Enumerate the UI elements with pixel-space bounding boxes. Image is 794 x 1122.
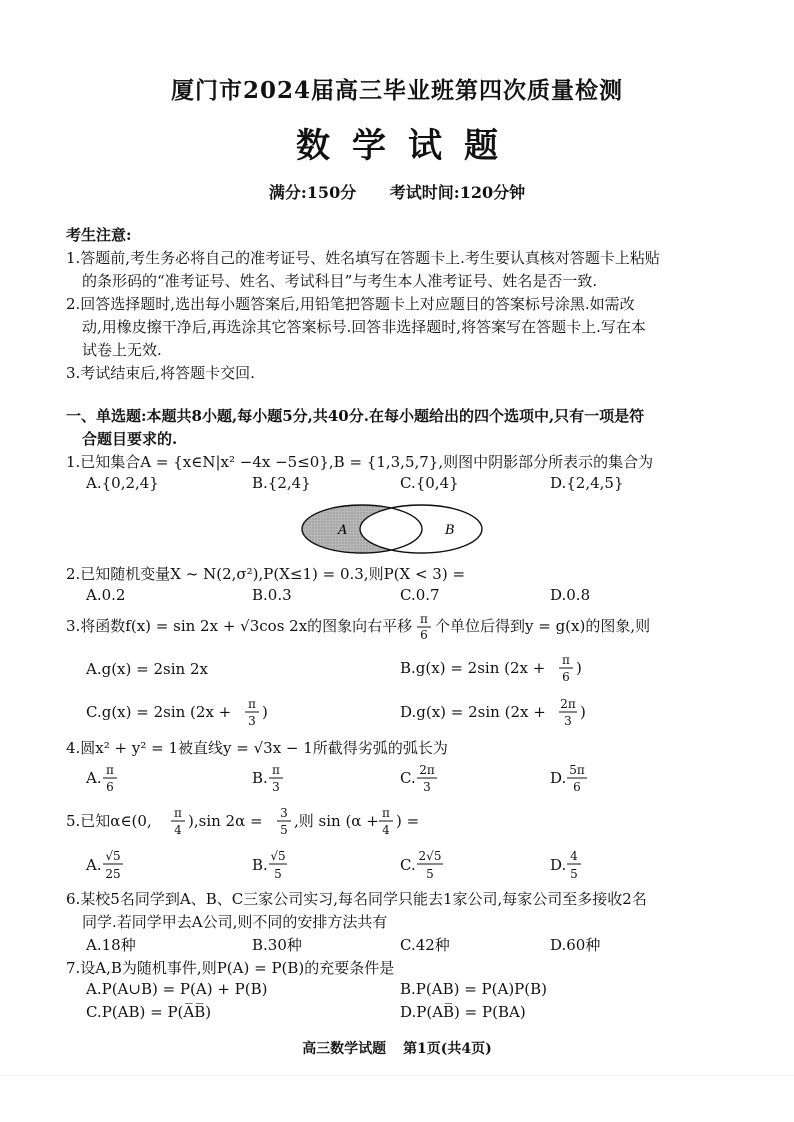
question-3-option-c	[86, 694, 366, 730]
svg-text:3.将函数f(x) = sin 2x + √3cos 2x的: 3.将函数f(x) = sin 2x + √3cos 2x的图象向右平移	[66, 617, 413, 635]
notice-item-2-line-2: 动,用橡皮擦干净后,再选涂其它答案标号.回答非选择题时,将答案写在答题卡上.写在本	[82, 318, 646, 336]
notice-item-1-line-2: 的条形码的“准考证号、姓名、考试科目”与考生本人准考证号、姓名是否一致.	[82, 272, 598, 290]
svg-text:√5: √5	[105, 849, 121, 863]
svg-text:3: 3	[280, 806, 288, 820]
svg-text:B.g(x) = 2sin (2x +: B.g(x) = 2sin (2x +	[400, 659, 546, 677]
svg-text:π: π	[382, 806, 390, 820]
svg-text:2π: 2π	[560, 697, 576, 711]
svg-text:): )	[576, 659, 582, 677]
svg-text:D.: D.	[550, 769, 567, 787]
question-6-stem-line-1: 6.某校5名同学到A、B、C三家公司实习,每名同学只能去1家公司,每家公司至多接收2名	[66, 890, 647, 908]
svg-text:5: 5	[274, 867, 282, 881]
exam-info	[0, 180, 794, 203]
page-footer	[0, 1038, 794, 1058]
question-7-option-a: A.P(A∪B) = P(A) + P(B)	[86, 980, 268, 998]
question-2-option-b: B.0.3	[252, 586, 292, 604]
svg-text:π: π	[174, 806, 182, 820]
question-7-option-c: C.P(AB) = P(A̅B̅)	[86, 1003, 212, 1021]
venn-label-a: A	[338, 523, 348, 538]
svg-text:B.: B.	[252, 856, 268, 874]
question-7-stem: 7.设A,B为随机事件,则P(A) = P(B)的充要条件是	[66, 959, 395, 977]
question-1-stem: 1.已知集合A = {x∈N|x² −4x −5≤0},B = {1,3,5,7},则图中阴影部分所表示的集合为	[66, 453, 654, 471]
question-4-option-d	[550, 763, 587, 794]
svg-text:π: π	[272, 763, 280, 777]
svg-text:5: 5	[280, 823, 288, 837]
question-1-option-a: A.{0,2,4}	[86, 474, 159, 492]
question-5-option-c	[400, 849, 443, 881]
svg-text:5.已知α∈(0,: 5.已知α∈(0,	[66, 812, 152, 830]
svg-text:A.: A.	[86, 856, 102, 874]
svg-text:C.: C.	[400, 856, 416, 874]
svg-text:6: 6	[420, 628, 428, 642]
question-4-option-a	[86, 763, 117, 794]
svg-text:6: 6	[106, 780, 114, 794]
question-5-option-a	[86, 849, 123, 881]
question-7-option-b: B.P(AB) = P(A)P(B)	[400, 980, 547, 998]
question-6-option-c: C.42种	[400, 936, 450, 954]
svg-text:π: π	[562, 653, 570, 667]
question-4-options	[86, 760, 706, 796]
exam-time: 考试时间:120分钟	[389, 183, 526, 202]
question-5-option-d	[550, 849, 581, 881]
question-2-option-a: A.0.2	[86, 586, 126, 604]
section-1-heading: 一、单选题:本题共8小题,每小题5分,共40分.在每小题给出的四个选项中,只有一项是符	[66, 407, 645, 425]
question-4-option-c	[400, 763, 437, 794]
question-5-option-b	[252, 849, 287, 881]
svg-text:4: 4	[382, 823, 390, 837]
question-3-option-a: A.g(x) = 2sin 2x	[86, 660, 208, 678]
footer-subject: 高三数学试题	[302, 1041, 387, 1057]
svg-text:4: 4	[570, 849, 578, 863]
svg-text:5π: 5π	[569, 763, 585, 777]
svg-text:π: π	[420, 612, 428, 626]
subject-title: 数学试题	[296, 126, 520, 166]
svg-text:25: 25	[105, 867, 121, 881]
section-1-heading-line-2: 合题目要求的.	[82, 430, 178, 448]
question-4-option-b	[252, 763, 283, 794]
question-2-option-d: D.0.8	[550, 586, 591, 604]
svg-text:) =: ) =	[396, 812, 420, 830]
notice-item-1-line-1: 1.答题前,考生务必将自己的准考证号、姓名填写在答题卡上.考生要认真核对答题卡上粘贴	[66, 249, 660, 267]
svg-text:C.: C.	[400, 769, 416, 787]
question-5-options	[86, 846, 706, 884]
question-5-stem	[66, 804, 686, 840]
svg-text:π: π	[248, 697, 256, 711]
svg-text:),sin 2α =: ),sin 2α =	[188, 812, 263, 830]
svg-text:3: 3	[248, 714, 256, 728]
question-3-stem	[66, 609, 686, 643]
question-2-stem: 2.已知随机变量X ~ N(2,σ²),P(X≤1) = 0.3,则P(X < 3) =	[66, 565, 466, 583]
svg-text:D.: D.	[550, 856, 567, 874]
notice-item-3: 3.考试结束后,将答题卡交回.	[66, 364, 255, 382]
question-6-option-b: B.30种	[252, 936, 302, 954]
svg-text:): )	[580, 703, 586, 721]
footer-page-number: 第1页(共4页)	[403, 1041, 492, 1057]
svg-text:6: 6	[562, 670, 570, 684]
full-score: 满分:150分	[268, 183, 357, 202]
venn-label-b: B	[445, 523, 455, 538]
question-1-option-d: D.{2,4,5}	[550, 474, 624, 492]
notice-item-2-line-1: 2.回答选择题时,选出每小题答案后,用铅笔把答题卡上对应题目的答案标号涂黑.如需改	[66, 295, 635, 313]
question-3-option-d	[400, 694, 680, 730]
svg-text:5: 5	[570, 867, 578, 881]
exam-title: 厦门市2024届高三毕业班第四次质量检测	[170, 77, 623, 104]
svg-text:A.: A.	[86, 769, 102, 787]
question-6-option-a: A.18种	[86, 936, 136, 954]
svg-text:D.g(x) = 2sin (2x +: D.g(x) = 2sin (2x +	[400, 703, 546, 721]
svg-text:C.g(x) = 2sin (2x +: C.g(x) = 2sin (2x +	[86, 703, 232, 721]
svg-text:5: 5	[426, 867, 434, 881]
svg-text:4: 4	[174, 823, 182, 837]
question-2-option-c: C.0.7	[400, 586, 440, 604]
notice-heading: 考生注意:	[66, 226, 132, 244]
footer-divider	[0, 1075, 794, 1076]
svg-text:2π: 2π	[419, 763, 435, 777]
svg-text:π: π	[106, 763, 114, 777]
question-6-stem-line-2: 同学.若同学甲去A公司,则不同的安排方法共有	[82, 913, 388, 931]
question-4-stem: 4.圆x² + y² = 1被直线y = √3x − 1所截得劣弧的弧长为	[66, 739, 448, 757]
question-6-option-d: D.60种	[550, 936, 601, 954]
question-7-option-d: D.P(AB̅) = P(BA)	[400, 1003, 526, 1021]
venn-diagram	[300, 503, 486, 555]
svg-text:3: 3	[272, 780, 280, 794]
svg-text:): )	[262, 703, 268, 721]
svg-text:√5: √5	[270, 849, 286, 863]
svg-text:个单位后得到y = g(x)的图象,则: 个单位后得到y = g(x)的图象,则	[435, 617, 651, 635]
notice-item-2-line-3: 试卷上无效.	[82, 341, 162, 359]
svg-text:3: 3	[564, 714, 572, 728]
svg-text:B.: B.	[252, 769, 268, 787]
svg-text:2√5: 2√5	[418, 849, 442, 863]
svg-text:6: 6	[573, 780, 581, 794]
question-3-option-b	[400, 650, 680, 686]
question-1-option-c: C.{0,4}	[400, 474, 459, 492]
question-1-option-b: B.{2,4}	[252, 474, 311, 492]
svg-text:3: 3	[423, 780, 431, 794]
svg-text:,则 sin (α +: ,则 sin (α +	[294, 812, 379, 830]
